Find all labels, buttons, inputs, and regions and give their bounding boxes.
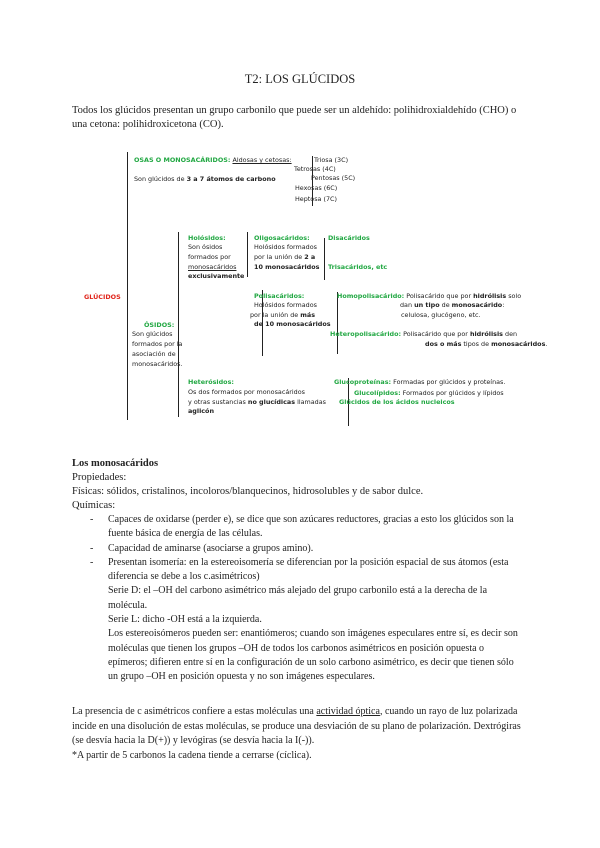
glucidos-root-label: GLÚCIDOS — [84, 293, 121, 301]
homopolisacarido-line-1: Homopolisacárido: Polisacárido que por hidrólisis solo — [337, 292, 522, 300]
diagram-holosidos-bracket — [247, 232, 248, 277]
diagram-homo-bracket — [337, 292, 338, 354]
page-title: T2: LOS GLÚCIDOS — [244, 72, 356, 86]
homopolisacarido-line-2: dan un tipo de monosacárido: — [400, 301, 505, 309]
homopolisacarido-line-3: celulosa, glucógeno, etc. — [401, 311, 481, 319]
actividad-optica-paragraph: La presencia de c asimétricos confiere a estas moléculas una actividad óptica, cuando un rayo de luz polarizada incide en una disolución de estas moléculas, se produce una desviación de su plano de polarización. Dextrógiras (se desvía hacia la D(+)) y levógiras (se desvía hacia la I(-)). — [72, 706, 521, 747]
osidos-line-2: formados por la — [132, 340, 183, 348]
heteropolisacarido-line-1: Heteropolisacárido: Polisacárido que por hidrólisis den — [330, 330, 518, 338]
heterosidos-line-2: y otras sustancias no glucídicas llamadas — [188, 398, 326, 406]
quimicas-label: Químicas: — [72, 500, 116, 511]
section-title: Los monosacáridos — [72, 458, 159, 469]
heterosidos-line-3: aglicón — [188, 407, 214, 415]
fisicas-line: Físicas: sólidos, cristalinos, incoloros/blanquecinos, hidrosolubles y de sabor dulce. — [72, 486, 424, 497]
oligo-title: Oligosacáridos: — [254, 234, 310, 242]
heterosidos-line-1: Os dos formados por monosacáridos — [188, 388, 305, 396]
diagram-oligo-bracket — [324, 238, 325, 280]
glucoproteinas-line: Glucoproteínas: Formadas por glúcidos y proteínas. — [334, 378, 506, 386]
estereoisomeros-paragraph: Los estereoisómeros pueden ser: enantiómeros; cuando son imágenes especulares entre sí, es decir son moléculas que tienen los grupos –OH de todos los carbonos asimétricos en posición opuesta o epímeros; difieren entre sí en la configuración de un solo carbono asimétrico, es decir que tienen sólo un grupo –OH en posición opuesta y no son imágenes especulares. — [108, 628, 518, 683]
quimicas-list — [90, 513, 520, 685]
osidos-line-1: Son glúcidos — [132, 330, 173, 338]
osidos-line-3: asociación de — [132, 350, 176, 358]
holosidos-line-3: monosacáridos — [188, 263, 237, 271]
diagram-main-bracket — [127, 152, 128, 420]
osas-description: Son glúcidos de 3 a 7 átomos de carbono — [134, 175, 276, 183]
osas-type-heptosa: Heptosa (7C) — [295, 195, 338, 203]
osidos-line-4: monosacáridos. — [132, 360, 183, 368]
cadena-ciclica-note: *A partir de 5 carbonos la cadena tiende a cerrarse (cíclica). — [72, 750, 312, 761]
glucidos-acidos-nucleicos: Glúcidos de los ácidos nucleicos — [339, 398, 455, 406]
list-item: - Presentan isomería: en la estereoisomería se diferencian por la posición espacial de sus átomos (esta diferencia se debe a los c.asimétricos) — [90, 556, 509, 583]
osidos-title: ÓSIDOS: — [144, 321, 175, 329]
heteropolisacarido-line-2: dos o más tipos de monosacáridos. — [425, 340, 548, 348]
holosidos-title: Holósidos: — [188, 234, 226, 242]
list-item: - Capacidad de aminarse (asociarse a grupos amino). — [90, 542, 314, 554]
polisac-title: Polisacáridos: — [254, 292, 305, 300]
glucolipidos-line: Glucolípidos: Formados por glúcidos y lípidos — [354, 389, 504, 397]
polisac-line-2: por la unión de más — [250, 311, 316, 319]
oligo-line-3: 10 monosacáridos — [254, 263, 320, 271]
serie-l-line: Serie L: dicho -OH está a la izquierda. — [108, 614, 262, 626]
disacaridos-label: Disacáridos — [328, 234, 370, 242]
osas-type-tetrosa: Tetrosas (4C) — [294, 165, 336, 173]
heterosidos-title: Heterósidos: — [188, 378, 234, 386]
polisac-line-1: Holósidos formados — [254, 301, 317, 309]
intro-paragraph: Todos los glúcidos presentan un grupo carbonilo que puede ser un aldehído: polihidroxialdehído (CHO) o una cetona: polihidroxicetona (CO). — [72, 105, 517, 130]
holosidos-line-2: formados por — [188, 253, 231, 261]
oligo-line-1: Holósidos formados — [254, 243, 317, 251]
list-item: - Capaces de oxidarse (perder e), se dice que son azúcares reductores, gracias a esto los glúcidos son la fuente básica de energía de las células. — [90, 514, 514, 540]
serie-d-line: Serie D: el –OH del carbono asimétrico más alejado del grupo carbonilo está a la derecha de la molécula. — [108, 585, 488, 611]
holosidos-line-4: exclusivamente — [188, 272, 245, 280]
polisac-line-3: de 10 monosacáridos — [254, 320, 331, 328]
diagram-osidos-bracket — [178, 232, 179, 417]
osas-type-triosa: Triosa (3C) — [314, 156, 349, 164]
osas-type-pentosa: Pentosas (5C) — [311, 174, 356, 182]
osas-heading: OSAS O MONOSACÁRIDOS: Aldosas y cetosas: — [134, 156, 292, 164]
oligo-line-2: por la unión de 2 a — [254, 253, 316, 261]
osas-type-hexosa: Hexosas (6C) — [295, 184, 338, 192]
propiedades-label: Propiedades: — [72, 472, 127, 483]
trisacaridos-label: Trisacáridos, etc — [328, 263, 388, 271]
holosidos-line-1: Son ósidos — [188, 243, 223, 251]
